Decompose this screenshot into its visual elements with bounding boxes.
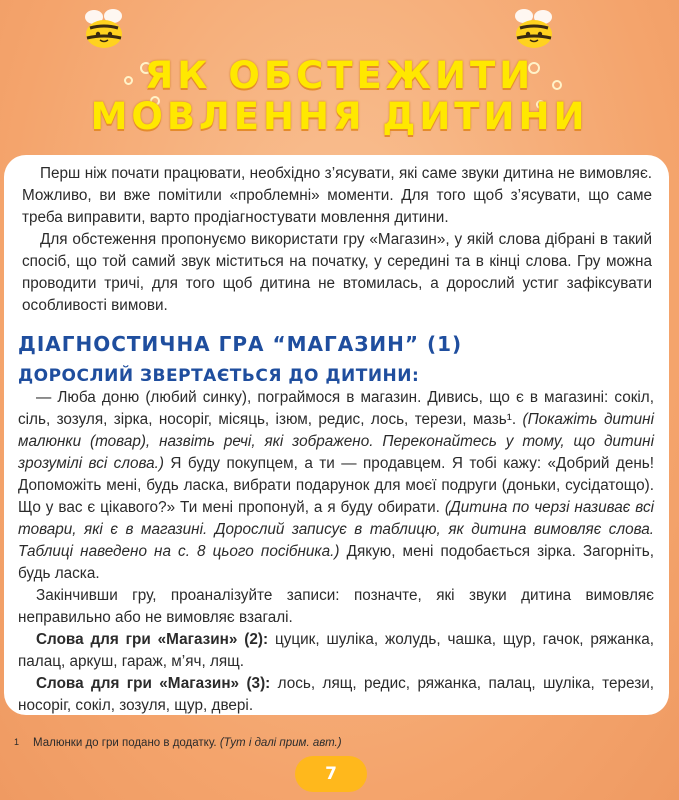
words-list-3-label: Слова для гри «Магазин» (3): [36, 675, 271, 692]
intro-paragraph-1: Перш ніж почати працювати, необхідно з’ясувати, які саме звуки дитина не вимовляє. Можливо, ви вже помітили «проблемні» моменти. Для того щоб з’ясувати, що саме треба виправити, варто продіагностувати мовлення дитини. [22, 165, 652, 226]
bee-icon [508, 8, 558, 52]
speech-3: Дякую, мені подобається зірка. Загорніть, будь ласка. [18, 543, 654, 582]
words-list-3 [18, 673, 654, 717]
words-list-2-items: цуцик, шуліка, жолудь, чашка, щур, гачок, ряжанка, палац, аркуш, гараж, м’яч, лящ. [18, 631, 655, 670]
page-title-line2: МОВЛЕННЯ ДИТИНИ [90, 95, 589, 138]
instruction-2: (Дитина по черзі називає всі товари, які є в магазині. Дорослий записує в таблицю, як дитина вимовляє слова. Таблиці наведено на с. 8 цього посібника.) [18, 499, 655, 560]
bee-icon [80, 8, 130, 52]
intro-text [22, 163, 652, 317]
words-list-2-label: Слова для гри «Магазин» (2): [36, 631, 269, 648]
intro-paragraph-2: Для обстеження пропонуємо використати гру «Магазин», у якій слова дібрані в такий спосіб, що той самий звук міститься на початку, у середині та в кінці слова. Гру можна проводити тричі, для того щоб дитина не втомилась, а дорослий устиг зафіксувати особливості вимови. [22, 231, 652, 314]
footnote-note: (Тут і далі прим. авт.) [219, 737, 342, 749]
words-list-2 [18, 629, 654, 673]
dialogue-text [18, 387, 654, 717]
page-title-line1: ЯК ОБСТЕЖИТИ [144, 54, 535, 97]
speech-2: Я буду покупцем, а ти — продавцем. Я тобі кажу: «Добрий день! Допоможіть мені, будь ласка, вибрати подарунок для моєї подруги (доньки, сусідатощо). Що у вас є цікавого?» Ти мені пропонуй, а я буду обирати. [18, 455, 654, 516]
footnote-text: Малюнки до гри подано в додатку. [33, 737, 217, 749]
words-list-3-items: лось, лящ, редис, ряжанка, палац, шуліка, терези, носоріг, сокіл, зозуля, щур, двері. [18, 675, 655, 714]
page-number: 7 [295, 756, 367, 792]
section-subtitle: ДОРОСЛИЙ ЗВЕРТАЄТЬСЯ ДО ДИТИНИ: [18, 366, 420, 386]
content-card [4, 155, 669, 715]
instruction-1: (Покажіть дитині малюнки (товар), назвіть речі, які зображено. Переконайтесь у тому, що дитині зрозумілі всі слова.) [18, 411, 655, 472]
speech-1: — Люба доню (любий синку), пограймося в магазин. Дивись, що є в магазині: сокіл, сіль, зозуля, зірка, носоріг, місяць, ізюм, редис, лось, терези, мазь¹. [18, 389, 654, 428]
section-title: ДІАГНОСТИЧНА ГРА “МАГАЗИН” (1) [18, 332, 463, 356]
footnote-marker: 1 [14, 737, 20, 747]
dialogue-paragraph [18, 387, 654, 585]
analysis-paragraph: Закінчивши гру, проаналізуйте записи: позначте, які звуки дитина вимовляє неправильно або не вимовляє взагалі. [18, 587, 654, 626]
footnote [14, 737, 342, 749]
